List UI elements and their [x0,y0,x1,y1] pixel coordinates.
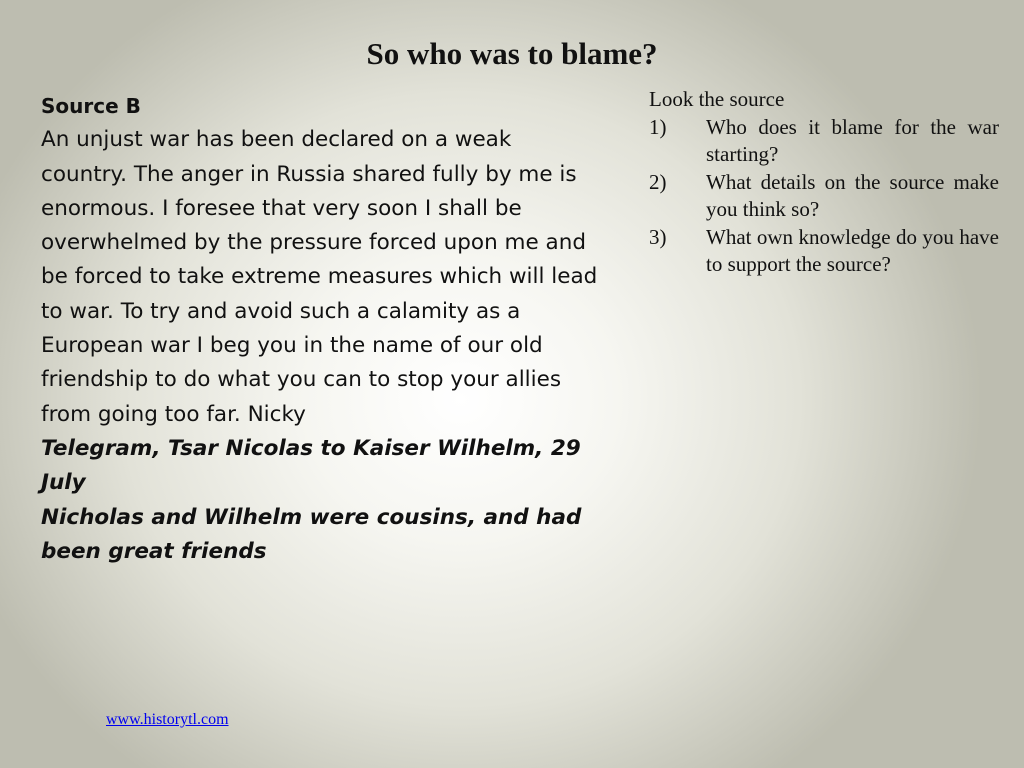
source-text-block [41,89,601,569]
question-item [649,169,999,224]
question-number: 1) [649,114,667,139]
question-text: What details on the source make you think so? [706,169,999,221]
questions-block [649,86,999,279]
source-citation: Telegram, Tsar Nicolas to Kaiser Wilhelm, 29 July [41,435,581,496]
question-text: Who does it blame for the war starting? [706,114,999,166]
question-number: 2) [649,169,667,194]
source-quote: An unjust war has been declared on a weak country. The anger in Russia shared fully by me is enormous. I foresee that very soon I shall be overwhelmed by the pressure forced upon me and be forced to take extreme measures which will lead to war. To try and avoid such a calamity as a European war I beg you in the name of our old friendship to do what you can to stop your allies from going too far. Nicky [41,127,598,427]
slide-title: So who was to blame? [366,36,658,71]
source-heading: Source B [41,94,141,118]
source-note: Nicholas and Wilhelm were cousins, and had been great friends [41,504,582,564]
question-number: 3) [649,224,667,249]
website-link[interactable]: www.historytl.com [106,711,229,728]
questions-intro: Look the source [649,87,785,111]
question-list [649,114,999,279]
question-item [649,224,999,279]
question-item [649,114,999,169]
question-text: What own knowledge do you have to support the source? [706,224,999,276]
